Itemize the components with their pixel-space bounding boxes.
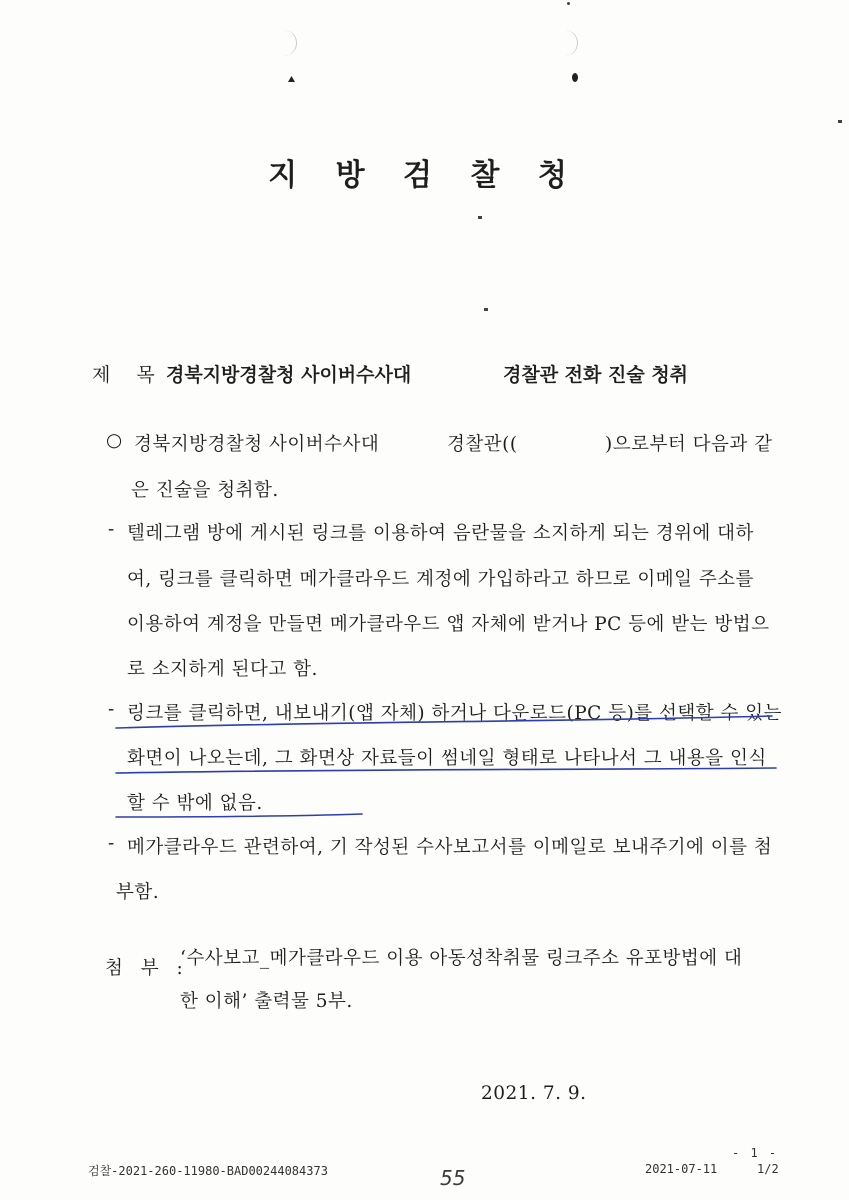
footer-page-marker: - 1 - — [732, 1146, 779, 1160]
intro-line1-c: )으로부터 다음과 같 — [605, 434, 773, 455]
punch-mark-left — [282, 30, 297, 56]
page-title: 지 방 검 찰 청 — [268, 158, 581, 193]
item3-line: 메가클라우드 관련하여, 기 작성된 수사보고서를 이메일로 보내주기에 이를 첨 — [127, 837, 773, 858]
scan-dot-right — [572, 73, 578, 82]
attachment-line2: 한 이해’ 출력물 5부. — [180, 991, 353, 1012]
footer-page-of: 1/2 — [757, 1162, 779, 1176]
item2-line: 할 수 밖에 없음. — [127, 793, 263, 814]
subject-part1: 경북지방경찰청 사이버수사대 — [166, 364, 412, 386]
scan-dot-mid2 — [484, 308, 488, 311]
scan-dot-corner — [838, 120, 842, 123]
document-date: 2021. 7. 9. — [481, 1083, 587, 1104]
intro-line1-a: 경북지방경찰청 사이버수사대 — [134, 434, 380, 455]
item1-line: 텔레그램 방에 게시된 링크를 이용하여 음란물을 소지하게 되는 경위에 대하 — [127, 523, 754, 544]
item3-line: 부함. — [116, 882, 160, 903]
item1-line: 로 소지하게 된다고 함. — [127, 659, 318, 680]
attachment-label: 첨 부 : — [105, 958, 189, 979]
item1-line: 이용하여 계정을 만들면 메가클라우드 앱 자체에 받거나 PC 등에 받는 방법으 — [127, 614, 770, 635]
punch-mark-right — [563, 30, 578, 56]
attachment-line1: ‘수사보고_메가클라우드 이용 아동성착취물 링크주소 유포방법에 대 — [180, 948, 743, 969]
item2-line: 링크를 클릭하면, 내보내기(앱 자체) 하거나 다운로드(PC 등)를 선택할 수 있는 — [127, 703, 783, 724]
item2-dash: - — [108, 699, 115, 720]
intro-line1-b: 경찰관(( — [447, 434, 518, 455]
handwritten-page-number: 55 — [440, 1166, 466, 1190]
item3-dash: - — [108, 833, 115, 854]
intro-bullet: ○ — [106, 430, 123, 451]
item1-line: 여, 링크를 클릭하면 메가클라우드 계정에 가입하라고 하므로 이메일 주소를 — [127, 569, 754, 590]
item1-dash: - — [108, 519, 115, 540]
intro-line2: 은 진술을 청취함. — [131, 480, 279, 501]
item2-line: 화면이 나오는데, 그 화면상 자료들이 썸네일 형태로 나타나서 그 내용을 인식 — [127, 748, 767, 769]
scan-dot-mid1 — [478, 216, 482, 219]
subject-label: 제 목 — [92, 364, 165, 386]
subject-part2: 경찰관 전화 진술 청취 — [503, 364, 689, 386]
footer-doc-id: 검찰-2021-260-11980-BAD00244084373 — [88, 1164, 328, 1178]
footer-print-date: 2021-07-11 — [645, 1162, 718, 1176]
scan-dot-left — [288, 76, 295, 82]
scan-dot-top — [567, 2, 570, 5]
